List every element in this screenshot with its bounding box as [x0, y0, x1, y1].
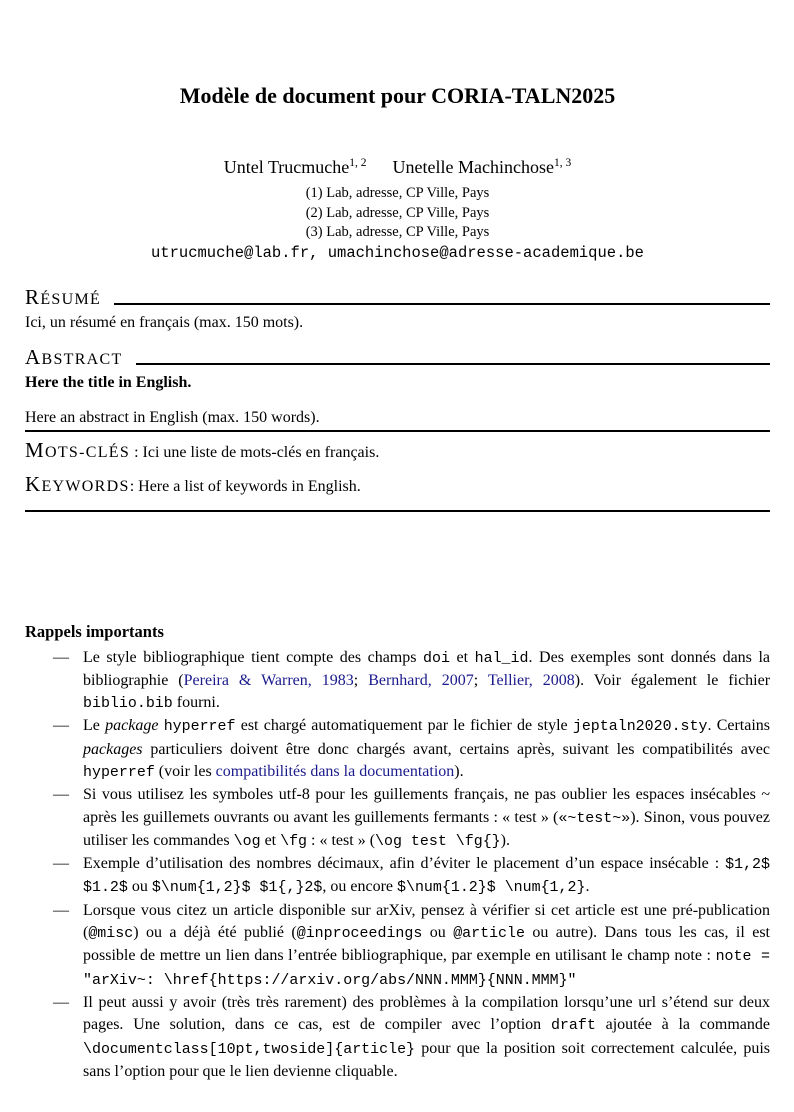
motscles-separator: : [130, 443, 143, 461]
authors-line [25, 156, 770, 178]
reminders-heading: Rappels importants [25, 621, 164, 641]
text-segment: packages [83, 740, 143, 758]
code-text: hal_id [474, 650, 529, 667]
text-segment: ). [454, 762, 464, 780]
text-segment: ). [500, 831, 510, 849]
resume-heading-label: RÉSUMÉ [25, 284, 102, 309]
reminder-item-2 [53, 715, 770, 784]
code-text: @inproceedings [296, 926, 423, 943]
code-text: \og test \fg{} [375, 833, 501, 850]
code-text: $1,2$ $1.2$ [83, 857, 770, 897]
author-2-superscript: 1, 3 [553, 157, 572, 169]
hyperlink[interactable]: compatibilités dans la documentation [215, 762, 455, 780]
text-segment: Si vous utilisez les symboles utf-8 pour les guillements français, ne pas oublier les espaces insécables ~ après les guillemets ouvrants ou avant les guillements fermants : « test » ( [83, 786, 770, 826]
item-dash-marker: — [53, 717, 69, 735]
text-segment: package [105, 717, 159, 735]
reminder-item-2-text [83, 715, 770, 784]
text-segment: Le [83, 717, 106, 735]
citation-link[interactable]: Bernhard, 2007 [368, 671, 474, 689]
text-segment: Il peut aussi y avoir (très très rarement) des problèmes à la compilation lorsqu’une url s’étend sur deux pages. Une solution, dans ce cas, est de compiler avec l’option [83, 993, 770, 1034]
code-text: $\num{1,2}$ $1{,}2$ [151, 880, 323, 897]
item-dash-marker: — [53, 993, 69, 1011]
affiliation-line-2: (2) Lab, adresse, CP Ville, Pays [305, 204, 490, 221]
keywords-heading-label: KEYWORDS [25, 471, 130, 496]
text-segment: , ou encore [322, 878, 398, 896]
abstract-heading-label: ABSTRACT [25, 344, 123, 369]
code-text: hyperref [83, 764, 155, 781]
text-segment: ) ou a déjà été publié ( [133, 924, 297, 942]
author-2 [393, 157, 572, 177]
reminder-item-1-text [83, 647, 770, 716]
front-matter [25, 284, 770, 512]
text-segment: . [585, 878, 590, 896]
citation-link[interactable]: Tellier, 2008 [487, 671, 575, 689]
keywords-body-text: Here a list of keywords in English. [138, 477, 361, 495]
text-segment: ; [353, 671, 369, 689]
code-text: hyperref [163, 719, 236, 736]
text-segment: particuliers doivent être donc chargés avant, certains après, suivant les compatibilités avec [142, 740, 770, 758]
text-segment: ou [127, 878, 152, 896]
text-segment: fourni. [172, 694, 220, 712]
citation-link[interactable]: Pereira & Warren, 1983 [183, 671, 354, 689]
code-text: \og [233, 833, 261, 850]
code-text: «~test~» [558, 810, 631, 827]
reminder-item-4-text [83, 853, 770, 900]
code-text: \documentclass[10pt,twoside]{article} [83, 1041, 416, 1058]
text-segment: ou autre). Dans tous les cas, il est possible de mettre un lien dans l’entrée bibliographique, par exemple en utilisant le champ note : [83, 924, 770, 965]
reminder-item-6 [53, 992, 770, 1083]
abstract-heading-rule [136, 363, 770, 365]
affiliation-line-1: (1) Lab, adresse, CP Ville, Pays [305, 185, 490, 201]
resume-body-text: Ici, un résumé en français (max. 150 mots). [25, 313, 304, 331]
item-dash-marker: — [53, 786, 69, 804]
resume-section-heading [25, 284, 770, 310]
text-segment: Le style bibliographique tient compte des champs [83, 648, 424, 666]
code-text: \fg [280, 833, 308, 850]
abstract-bottom-rule [25, 430, 770, 432]
text-segment: ou [422, 924, 454, 942]
abstract-body-text: Here an abstract in English (max. 150 words). [25, 408, 320, 426]
text-segment: Lorsque vous citez un article disponible sur arXiv, pensez à vérifier si cet article est une pré-publication ( [83, 901, 770, 942]
reminder-item-6-text [83, 992, 770, 1083]
reminder-item-1 [53, 647, 770, 716]
front-matter-bottom-rule [25, 510, 770, 512]
text-segment: . Certains [707, 717, 771, 735]
item-dash-marker: — [53, 855, 69, 873]
code-text: note = "arXiv~: \href{https://arxiv.org/abs/NNN.MMM}{NNN.MMM}" [83, 949, 770, 989]
text-segment: Exemple d’utilisation des nombres décimaux, afin d’éviter le placement d’un espace insécable : [83, 855, 726, 873]
text-segment: ). Voir également le fichier [574, 671, 771, 689]
code-text: $\num{1.2}$ \num{1,2} [397, 880, 586, 897]
text-segment: . Des exemples sont donnés dans la bibliographie ( [83, 648, 771, 689]
reminders-list [25, 647, 770, 1084]
reminder-item-3-text [83, 784, 770, 853]
text-segment: et [449, 648, 475, 666]
code-text: draft [550, 1018, 596, 1035]
code-text: biblio.bib [83, 696, 173, 713]
text-segment: (voir les [154, 762, 216, 780]
keywords-separator: : [129, 477, 139, 495]
motscles-body-text: Ici une liste de mots-clés en français. [142, 443, 380, 461]
code-text: @article [453, 926, 525, 943]
resume-heading-rule [114, 303, 770, 305]
page-title: Modèle de document pour CORIA-TALN2025 [179, 83, 616, 108]
code-text: @misc [88, 926, 134, 943]
motscles-heading-label: MOTS-CLÉS [25, 437, 131, 462]
text-segment: est chargé automatiquement par le fichier de style [235, 717, 573, 735]
reminder-item-3 [53, 784, 770, 853]
reminder-item-5 [53, 900, 770, 992]
affiliation-line-3: (3) Lab, adresse, CP Ville, Pays [305, 224, 490, 240]
author-1-superscript: 1, 2 [349, 157, 367, 169]
text-segment: pour que la position soit correctement calculée, puis sans l’option pour que le lien devienne cliquable. [83, 1039, 770, 1080]
abstract-section-heading [25, 344, 770, 370]
text-segment: ; [473, 671, 488, 689]
keywords-line [25, 471, 770, 498]
code-text: jeptaln2020.sty [572, 719, 708, 736]
author-2-name: Unetelle Machinchose [392, 157, 554, 177]
text-segment: : « test » ( [307, 831, 376, 849]
item-dash-marker: — [53, 648, 69, 666]
author-1 [224, 157, 367, 177]
abstract-english-title: Here the title in English. [25, 373, 192, 391]
email-line: utrucmuche@lab.fr, umachinchose@adresse-academique.be [151, 243, 644, 262]
motscles-line [25, 437, 770, 464]
item-dash-marker: — [53, 901, 69, 919]
reminder-item-5-text [83, 900, 770, 992]
text-segment: ajoutée à la commande [595, 1016, 770, 1034]
affiliations-block [25, 184, 770, 243]
author-1-name: Untel Trucmuche [223, 157, 350, 177]
text-segment: et [260, 831, 281, 849]
reminder-item-4 [53, 853, 770, 900]
text-segment: ). Sinon, vous pouvez utiliser les commandes [83, 808, 770, 849]
code-text: doi [423, 650, 450, 667]
